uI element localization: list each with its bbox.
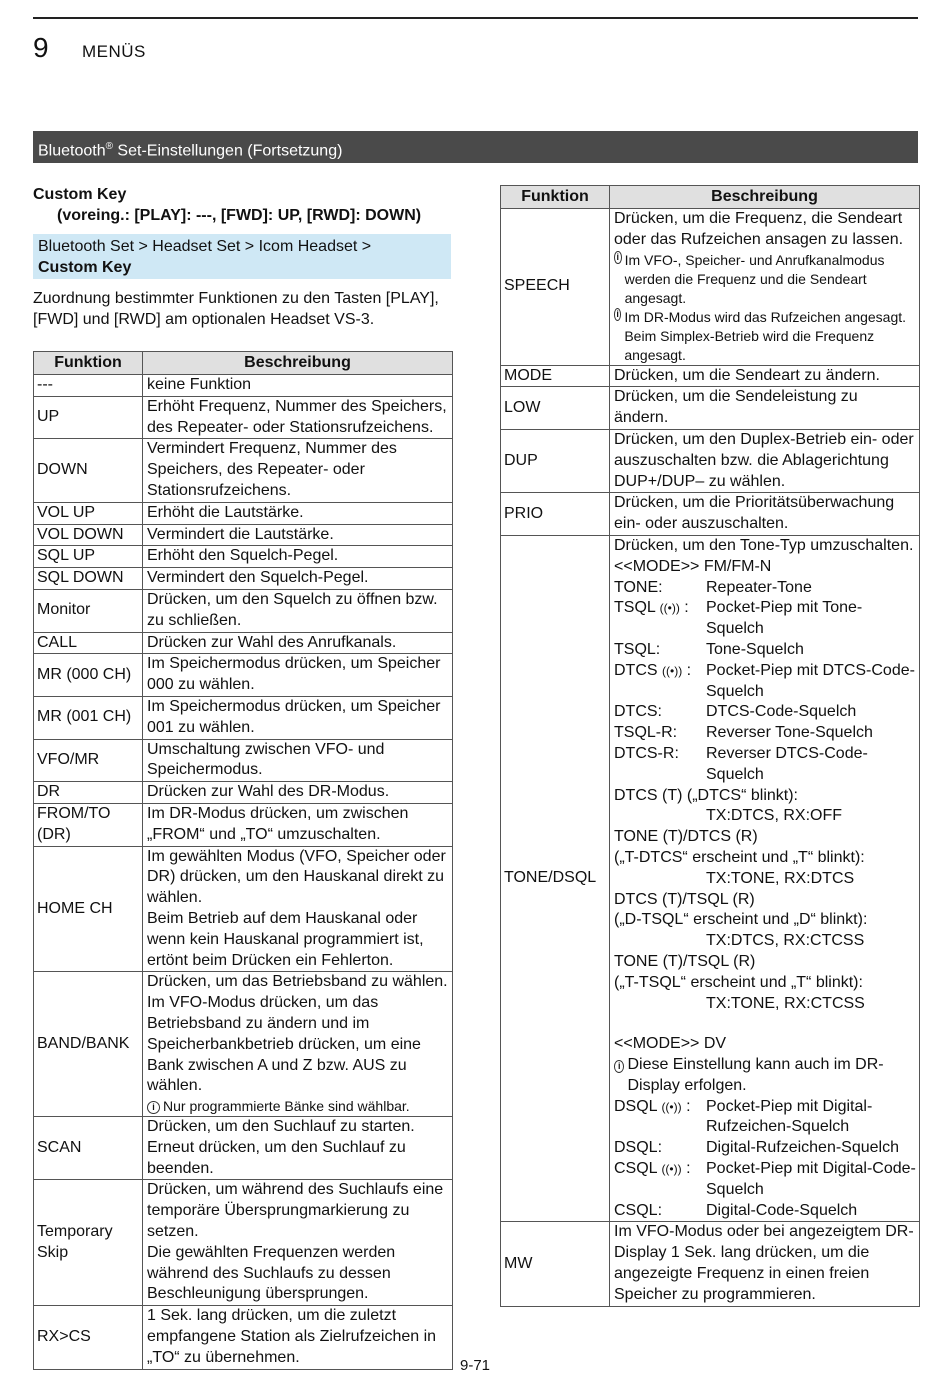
table-row: [34, 375, 453, 397]
item-key: [614, 723, 706, 744]
function-cell: FROM/TO (DR): [34, 803, 143, 846]
table-row: [501, 209, 920, 366]
description-cell: [143, 502, 453, 524]
list-item: [614, 702, 916, 723]
item-key-text: TSQL: [614, 599, 656, 617]
function-cell: CALL: [34, 632, 143, 654]
item-value: Reverser DTCS-Code-Squelch: [706, 744, 868, 783]
pocket-beep-icon: ((•)): [661, 1162, 682, 1177]
list-item: [614, 640, 916, 661]
item-key-text: CSQL: [614, 1160, 657, 1178]
function-cell: SQL DOWN: [34, 568, 143, 590]
description-cell: [143, 739, 453, 782]
item-value: Pocket-Piep mit Tone-Squelch: [706, 599, 863, 638]
pocket-beep-icon: ((•)): [661, 1099, 682, 1114]
function-cell: SPEECH: [501, 209, 610, 366]
description-cell: Im VFO-Modus oder bei angezeigtem DR-Display 1 Sek. lang drücken, um die angezeigte Frequenz in einen freien Speicher zu programmieren.: [610, 1222, 920, 1306]
custom-key-title: Custom Key: [33, 186, 127, 203]
description-cell: [143, 546, 453, 568]
list-item: [614, 1201, 916, 1222]
colon: :: [679, 599, 689, 617]
item-key-text: CSQL:: [614, 1201, 663, 1219]
column-header-function: Funktion: [501, 186, 610, 209]
combo-line: („T-TSQL“ erscheint und „T“ blinkt):: [614, 973, 863, 991]
info-note: [614, 1055, 916, 1097]
table-row: [501, 493, 920, 536]
info-note: [147, 1097, 449, 1116]
description-text: Drücken, um den Tone-Typ umzuschalten.: [614, 536, 914, 554]
combo-line: TX:TONE, RX:DTCS: [706, 869, 855, 887]
custom-key-default: (voreing.: [PLAY]: ---, [FWD]: UP, [RWD]: DOWN): [57, 207, 422, 224]
function-cell: HOME CH: [34, 846, 143, 972]
column-header-function: Funktion: [34, 352, 143, 375]
table-row: [34, 546, 453, 568]
description-text: Vermindert Frequenz, Nummer des Speichers, des Repeater- oder Stationsrufzeichens.: [147, 440, 397, 499]
table-row: [34, 439, 453, 502]
list-item: [614, 598, 916, 640]
table-row: [501, 535, 920, 1222]
item-key-text: TSQL-R:: [614, 724, 678, 742]
function-cell: PRIO: [501, 493, 610, 536]
function-cell: SCAN: [34, 1117, 143, 1180]
description-text: Im Speichermodus drücken, um Speicher 001 zu wählen.: [147, 697, 441, 736]
item-value: Reverser Tone-Squelch: [706, 724, 873, 742]
item-value: Pocket-Piep mit Digital-Rufzeichen-Squelch: [706, 1097, 873, 1136]
description-text: Im DR-Modus drücken, um zwischen „FROM“ und „TO“ umzuschalten.: [147, 804, 409, 843]
item-value: Digital-Rufzeichen-Squelch: [706, 1139, 899, 1157]
description-text: Drücken zur Wahl des Anrufkanals.: [147, 633, 397, 651]
table-row: [34, 972, 453, 1117]
description-text: Drücken zur Wahl des DR-Modus.: [147, 783, 390, 801]
column-header-description: Beschreibung: [610, 186, 920, 209]
item-key: [614, 578, 706, 599]
page-number: 9-71: [459, 1357, 491, 1374]
combo-line: DTCS (T) („DTCS“ blinkt):: [614, 786, 798, 804]
colon: :: [681, 1160, 691, 1178]
function-cell: VOL DOWN: [34, 524, 143, 546]
function-cell: MR (001 CH): [34, 696, 143, 739]
list-item: [614, 578, 916, 599]
description-text: Erhöht Frequenz, Nummer des Speichers, des Repeater- oder Stationsrufzeichens.: [147, 397, 447, 436]
info-icon: i: [614, 1060, 624, 1073]
list-item: [614, 661, 916, 703]
table-row: [34, 782, 453, 804]
item-key: [614, 640, 706, 661]
table-row: [34, 654, 453, 697]
description-text: Vermindert die Lautstärke.: [147, 525, 334, 543]
description-text: 1 Sek. lang drücken, um die zuletzt empfangene Station als Zielrufzeichen in „TO“ zu übernehmen.: [147, 1307, 437, 1366]
table-row: [34, 739, 453, 782]
table-row: [34, 1180, 453, 1306]
description-cell: [143, 524, 453, 546]
function-cell: Monitor: [34, 589, 143, 632]
description-text: Umschaltung zwischen VFO- und Speichermodus.: [147, 740, 385, 779]
description-text: Drücken, um die Frequenz, die Sendeart oder das Rufzeichen ansagen zu lassen.: [614, 210, 904, 248]
description-cell: [143, 654, 453, 697]
table-header-row: [501, 186, 920, 209]
table-row: [34, 589, 453, 632]
description-cell: Drücken, um die Sendeleistung zu ändern.: [610, 387, 920, 430]
function-cell: DOWN: [34, 439, 143, 502]
description-cell: [143, 696, 453, 739]
table-row: [501, 1222, 920, 1306]
table-row: [34, 568, 453, 590]
list-item: [614, 1159, 916, 1201]
custom-key-heading: [33, 184, 453, 226]
item-key-text: TSQL:: [614, 640, 661, 658]
item-key: [614, 661, 706, 703]
table-row: [501, 429, 920, 492]
description-cell: Drücken, um den Duplex-Betrieb ein- oder auszuschalten bzw. die Ablagerichtung DUP+/DUP– zu wählen.: [610, 429, 920, 492]
item-key: [614, 1138, 706, 1159]
header-rule: [33, 17, 918, 19]
item-key: [614, 744, 706, 786]
note-text: Im DR-Modus wird das Rufzeichen angesagt. Beim Simplex-Betrieb wird die Frequenz angesagt.: [624, 308, 907, 363]
dv-squelch-list: [614, 1097, 916, 1222]
item-key: [614, 1159, 706, 1201]
pocket-beep-icon: ((•)): [662, 663, 683, 678]
description-text: Erhöht den Squelch-Pegel.: [147, 547, 339, 565]
menu-path-last: Custom Key: [38, 259, 132, 276]
description-text: Drücken, um das Betriebsband zu wählen. Im VFO-Modus drücken, um das Betriebsband zu ändern und im Speicherbankbetrieb drücken, um eine Bank zwischen A und Z bzw. AUS zu wählen.: [147, 973, 448, 1095]
item-key-text: DTCS:: [614, 703, 662, 721]
item-value: Tone-Squelch: [706, 640, 804, 658]
description-cell: [143, 803, 453, 846]
info-note: [614, 251, 916, 308]
function-cell: DUP: [501, 429, 610, 492]
description-cell: [143, 375, 453, 397]
function-cell: VFO/MR: [34, 739, 143, 782]
description-cell: [143, 846, 453, 972]
item-key-text: DSQL:: [614, 1139, 663, 1157]
colon: :: [681, 1097, 691, 1115]
table-row: [34, 803, 453, 846]
description-text: Die gewählten Frequenzen werden während des Suchlaufs zu dessen Beschleunigung übersprungen.: [147, 1243, 396, 1303]
description-cell: [143, 632, 453, 654]
description-cell: [143, 589, 453, 632]
description-cell: [143, 972, 453, 1117]
table-row: [34, 524, 453, 546]
function-cell: TONE/DSQL: [501, 535, 610, 1222]
fm-tone-list: [614, 578, 916, 786]
item-key: [614, 598, 706, 640]
left-table-body: [34, 375, 453, 1370]
list-item: [614, 1097, 916, 1139]
combo-line: TONE (T)/DTCS (R): [614, 828, 758, 846]
description-text: keine Funktion: [147, 376, 252, 393]
description-text: Im gewählten Modus (VFO, Speicher oder DR) drücken, um den Hauskanal direkt zu wählen.: [147, 847, 446, 907]
description-cell: Drücken, um die Prioritätsüberwachung ein- oder auszuschalten.: [610, 493, 920, 536]
description-cell: [143, 396, 453, 439]
item-value: Digital-Code-Squelch: [706, 1201, 858, 1219]
function-cell: Temporary Skip: [34, 1180, 143, 1306]
chapter-number: 9: [33, 32, 49, 63]
info-icon: i: [147, 1101, 160, 1114]
description-text: Drücken, um den Squelch zu öffnen bzw. zu schließen.: [147, 590, 438, 629]
item-key: [614, 702, 706, 723]
combo-line: („D-TSQL“ erscheint und „D“ blinkt):: [614, 911, 868, 929]
function-cell: SQL UP: [34, 546, 143, 568]
combo-line: TX:DTCS, RX:OFF: [706, 807, 842, 825]
registered-mark: ®: [105, 141, 113, 152]
list-item: [614, 744, 916, 786]
item-key-text: DTCS: [614, 661, 658, 679]
description-text: Drücken, um während des Suchlaufs eine temporäre Übersprungmarkierung zu setzen.: [147, 1181, 444, 1241]
chapter-title: MENÜS: [82, 42, 146, 61]
right-function-table: [500, 185, 920, 1307]
description-text: Drücken, um den Suchlauf zu starten. Erneut drücken, um den Suchlauf zu beenden.: [147, 1118, 415, 1177]
item-key-text: DSQL: [614, 1097, 657, 1115]
info-icon: i: [614, 251, 622, 264]
note-text: Im VFO-, Speicher- und Anrufkanalmodus werden die Frequenz und die Sendeart angesagt.: [624, 251, 885, 306]
item-value: Pocket-Piep mit Digital-Code-Squelch: [706, 1160, 916, 1198]
function-cell: MW: [501, 1222, 610, 1306]
function-cell: BAND/BANK: [34, 972, 143, 1117]
combo-line: („T-DTCS“ erscheint und „T“ blinkt):: [614, 848, 865, 866]
menu-path-text: Bluetooth Set > Headset Set > Icom Headset >: [38, 238, 372, 255]
table-row: [501, 387, 920, 430]
description-cell: [143, 1117, 453, 1180]
function-cell: RX>CS: [34, 1306, 143, 1369]
section-description: Zuordnung bestimmter Funktionen zu den Tasten [PLAY], [FWD] und [RWD] am optionalen Headset VS-3.: [33, 290, 439, 328]
column-header-description: Beschreibung: [143, 352, 453, 375]
description-text: Im Speichermodus drücken, um Speicher 000 zu wählen.: [147, 655, 441, 694]
pocket-beep-icon: ((•)): [659, 601, 680, 616]
description-cell: [143, 782, 453, 804]
description-text: Erhöht die Lautstärke.: [147, 503, 304, 521]
menu-path: [33, 234, 451, 279]
info-note: [614, 308, 916, 365]
description-text: Vermindert den Squelch-Pegel.: [147, 569, 369, 587]
description-cell: [143, 568, 453, 590]
table-row: [34, 632, 453, 654]
function-cell: MR (000 CH): [34, 654, 143, 697]
tone-combo-list: [614, 786, 916, 1015]
mode-header: <<MODE>> DV: [614, 1035, 727, 1053]
function-cell: ---: [34, 375, 143, 397]
left-function-table: [33, 351, 453, 1370]
combo-line: TONE (T)/TSQL (R): [614, 952, 756, 970]
item-key-text: TONE:: [614, 578, 663, 596]
item-key: [614, 1201, 706, 1222]
note-text: Diese Einstellung kann auch im DR-Display erfolgen.: [627, 1056, 884, 1094]
section-banner: [33, 131, 918, 163]
function-cell: LOW: [501, 387, 610, 430]
list-item: [614, 723, 916, 744]
item-value: Repeater-Tone: [706, 578, 812, 596]
description-text: Beim Betrieb auf dem Hauskanal oder wenn kein Hauskanal programmiert ist, ertönt beim Drücken ein Fehlerton.: [147, 909, 424, 969]
function-cell: UP: [34, 396, 143, 439]
item-value: DTCS-Code-Squelch: [706, 703, 857, 721]
info-icon: i: [614, 308, 621, 321]
colon: :: [682, 661, 692, 679]
table-row: [34, 696, 453, 739]
description-cell: [610, 535, 920, 1222]
function-cell: VOL UP: [34, 502, 143, 524]
spacer: [614, 1014, 916, 1034]
function-cell: DR: [34, 782, 143, 804]
item-key-text: DTCS-R:: [614, 744, 679, 762]
banner-text: Bluetooth: [38, 142, 106, 160]
description-cell: [143, 1180, 453, 1306]
table-row: [34, 502, 453, 524]
combo-line: DTCS (T)/TSQL (R): [614, 890, 755, 908]
description-cell: [143, 439, 453, 502]
table-header-row: [34, 352, 453, 375]
table-row: [501, 365, 920, 387]
banner-text-rest: Set-Einstellungen (Fortsetzung): [112, 142, 343, 160]
item-key: [614, 1097, 706, 1139]
function-cell: MODE: [501, 365, 610, 387]
table-row: [34, 846, 453, 972]
item-value: Pocket-Piep mit DTCS-Code-Squelch: [706, 661, 915, 700]
table-row: [34, 1117, 453, 1180]
combo-line: TX:TONE, RX:CTCSS: [706, 994, 865, 1012]
combo-line: TX:DTCS, RX:CTCSS: [706, 932, 865, 950]
description-cell: [610, 209, 920, 366]
list-item: [614, 1138, 916, 1159]
table-row: [34, 396, 453, 439]
note-text: Nur programmierte Bänke sind wählbar.: [163, 1098, 410, 1115]
description-cell: Drücken, um die Sendeart zu ändern.: [610, 365, 920, 387]
mode-header: <<MODE>> FM/FM-N: [614, 557, 772, 575]
